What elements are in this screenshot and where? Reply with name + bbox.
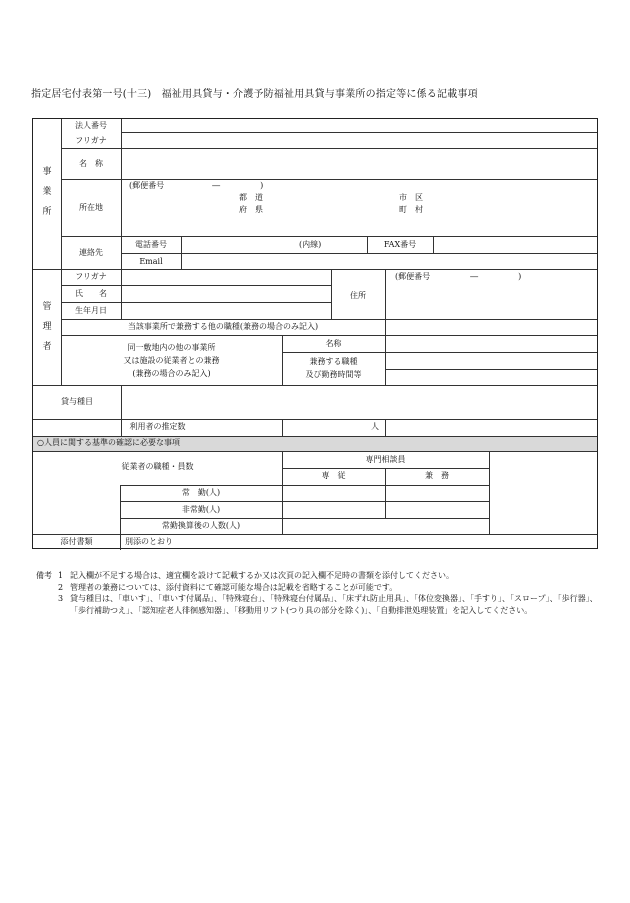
full-duty-header: 専 従 (321, 471, 346, 480)
persons-unit: 人 (371, 422, 379, 431)
note-item: 備考 1 記入欄が不足する場合は、適宜欄を設けて記載するか又は次頁の記入欄不足時の書類を添付してください。 (36, 571, 454, 580)
estimated-users-label: 利用者の推定数 (129, 422, 186, 431)
section-label-kanrisha: 管 理 者 (42, 302, 52, 352)
notes-label: 備考 (36, 571, 52, 580)
office-name-label: 名 称 (79, 159, 103, 168)
part-time-row-label: 非常勤(人) (181, 505, 221, 514)
corporate-number-label: 法人番号 (75, 121, 107, 130)
form-title: 指定居宅付表第一号(十三) 福祉用具貸与・介護予防福祉用具貸与事業所の指定等に係る記載事項 (31, 89, 478, 100)
other-facility-label-1: 同一敷地内の他の事業所 (127, 343, 216, 352)
extension-label: (内線) (299, 240, 322, 249)
manager-address-label: 住所 (350, 291, 366, 300)
manager-name-label: 氏 名 (75, 289, 107, 298)
attachments-label: 添付書類 (60, 537, 93, 546)
city-label-1: 市 区 (399, 193, 423, 202)
full-time-row-label: 常 勤(人) (181, 488, 221, 497)
staffing-header: ○人員に関する基準の確認に必要な事項 (37, 438, 180, 447)
section-label-jigyosho: 事 業 所 (42, 167, 52, 217)
attachments-value: 別添のとおり (125, 537, 173, 546)
email-label: Email (139, 257, 163, 266)
fax-label: FAX番号 (383, 240, 417, 249)
concurrent-header: 兼 務 (425, 471, 449, 480)
application-form (32, 118, 598, 549)
note-item: 3 貸与種目は、「車いす」、「車いす付属品」、「特殊寝台」、「特殊寝台付属品」、「床ずれ防止用具」、「体位変換器」、「手すり」、「スロープ」、「歩行器」、「歩行補助つえ」、「認知症老人徘徊感知器」、「移動用リフト(つり具の部分を除く)」、「自動排泄処理装置」を記入してください。 (58, 594, 598, 615)
prefecture-label-2: 府 県 (239, 205, 263, 214)
specialist-counselor-header: 専門相談員 (365, 455, 406, 464)
manager-postal-code-field[interactable]: (郵便番号 ― ) (395, 272, 522, 281)
duty-type-label-1: 兼務する職種 (309, 357, 358, 366)
furigana-label: フリガナ (75, 136, 107, 145)
postal-code-field[interactable]: (郵便番号 ― ) (129, 181, 264, 190)
manager-birthdate-label: 生年月日 (75, 306, 107, 315)
note-item: 2 管理者の兼務については、添付資料にて確認可能な場合は記載を省略することが可能です。 (58, 582, 398, 592)
phone-label: 電話番号 (135, 240, 167, 249)
staff-count-label: 従業者の職種・員数 (121, 462, 194, 471)
concurrent-duty-header: 当該事業所で兼務する他の職種(兼務の場合のみ記入) (127, 322, 319, 331)
manager-furigana-label: フリガナ (75, 272, 107, 281)
city-label-2: 町 村 (399, 205, 423, 214)
fte-row-label: 常勤換算後の人数(人) (161, 521, 241, 530)
duty-type-label-2: 及び勤務時間等 (305, 370, 362, 379)
other-facility-label-2: 又は施設の従業者との兼務 (123, 356, 220, 365)
address-label: 所在地 (79, 203, 103, 212)
prefecture-label-1: 都 道 (239, 193, 263, 202)
facility-name-label: 名称 (325, 339, 342, 348)
other-facility-label-3: (兼務の場合のみ記入) (132, 369, 211, 378)
rental-items-label: 貸与種目 (61, 397, 93, 406)
notes-section (36, 570, 602, 616)
contact-label: 連絡先 (79, 248, 103, 257)
